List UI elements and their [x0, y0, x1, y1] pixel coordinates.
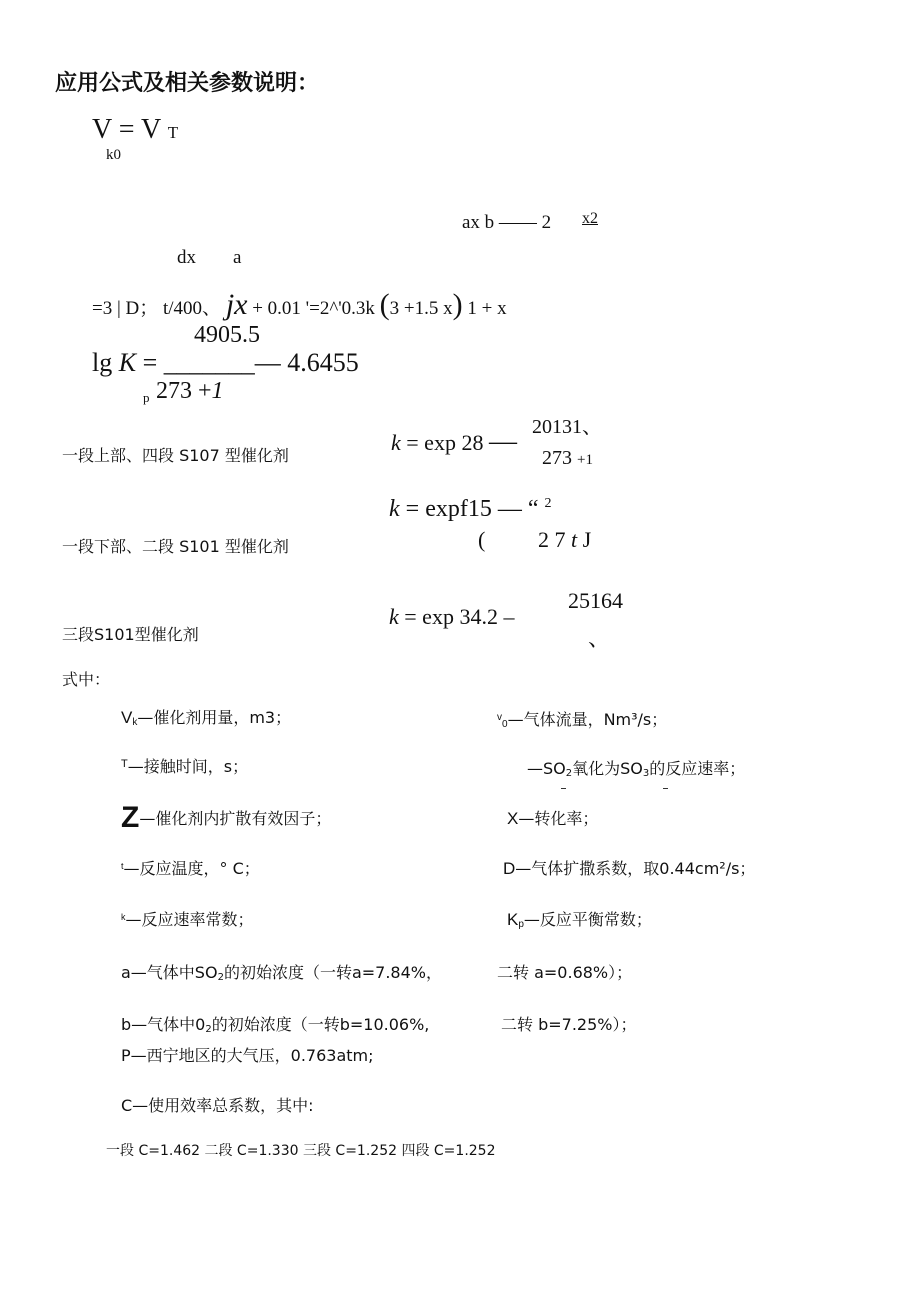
catalyst-1-label: 一段上部、四段 S107 型催化剂 [62, 446, 289, 465]
catalyst-3-formula [389, 604, 514, 630]
eq2-dx: dx [177, 247, 196, 268]
cat2-den: 2 7 [538, 527, 566, 552]
def-t-text: —反应温度，° C； [123, 859, 260, 878]
cat2-k: k [389, 496, 400, 522]
eq3-jx: jx [225, 288, 248, 321]
def-kp-sub: p [518, 919, 524, 930]
equation-rate-expansion [92, 288, 507, 322]
cat2-expr: = expf15 — “ [405, 496, 539, 522]
def-vk-text: —催化剂用量，m3； [137, 708, 292, 727]
def-p: P—西宁地区的大气压，0.763atm; [121, 1046, 374, 1065]
def-k [121, 907, 254, 930]
rate-mark-2 [663, 788, 668, 789]
eq1-tau: T [167, 123, 179, 142]
eq3-tail: 1 + x [467, 298, 507, 319]
cat2-close: J [582, 527, 592, 552]
def-v0-text: —气体流量，Nm³/s； [507, 710, 668, 729]
catalyst-2-label: 一段下部、二段 S101 型催化剂 [62, 537, 289, 556]
def-kp-symbol: K [507, 910, 519, 929]
equation-volume [92, 114, 178, 146]
equation-equilibrium [92, 348, 359, 378]
cat2-sup2: 2 [544, 496, 552, 511]
rate-mark-1 [561, 788, 566, 789]
def-x-symbol: X [507, 809, 519, 828]
eq1-subscript: k0 [106, 147, 121, 163]
eq1-equals: = [118, 114, 135, 145]
cat1-numerator: 20131、 [532, 416, 602, 438]
catalyst-3-label: 三段S101型催化剂 [62, 625, 199, 644]
def-rate-c: 的反应速率； [649, 759, 746, 778]
def-kp-text: —反应平衡常数； [523, 910, 652, 929]
def-b-sub: 2 [205, 1024, 212, 1035]
catalyst-1-formula [391, 426, 517, 458]
cat3-numerator: 25164 [568, 588, 623, 613]
cat1-expr: = exp 28 [406, 430, 484, 455]
def-tau-symbol: T [121, 758, 128, 770]
equation-rate-top: ax b —— 2 [462, 212, 552, 233]
eq4-lg: lg [92, 348, 113, 377]
def-x-text: —转化率； [518, 809, 599, 828]
cat3-comma: 、 [588, 626, 611, 651]
def-b-text-2: 的初始浓度（一转b=10.06%, [211, 1015, 430, 1034]
eq4-denominator [156, 378, 224, 405]
def-a-text-1: a—气体中SO [121, 963, 218, 982]
def-kp [507, 907, 652, 930]
eq4-minus: — 4.6455 [254, 348, 359, 377]
def-x [507, 806, 598, 829]
eq4-denominator-text: 273 + [156, 378, 212, 404]
def-a-text-2: 的初始浓度（一转a=7.84%， [223, 963, 442, 982]
eq4-p: p [143, 390, 150, 405]
def-z [121, 801, 331, 835]
def-v0 [497, 707, 667, 730]
def-z-symbol: Z [121, 801, 140, 834]
cat2-denominator [538, 527, 591, 553]
def-rate-a-sub: 2 [565, 768, 573, 779]
def-k-text: —反应速率常数； [125, 910, 254, 929]
eq4-one: 1 [211, 378, 224, 404]
def-rate-b: 氧化为SO [572, 759, 643, 778]
def-rate [527, 756, 745, 779]
catalyst-2-formula [389, 496, 552, 523]
eq4-line: _______ [163, 348, 255, 377]
eq2-a: a [233, 247, 242, 268]
cat3-k: k [389, 604, 399, 629]
def-vk [121, 705, 291, 728]
eq3-paren-open: ( [379, 288, 390, 321]
eq4-eq: = [142, 348, 158, 377]
def-k-symbol: k [121, 912, 126, 922]
eq3-paren-close: ) [452, 288, 463, 321]
def-a-sub: 2 [217, 972, 224, 983]
def-b [121, 1012, 429, 1035]
cat1-minus: — [488, 426, 517, 457]
eq4-k: K [118, 348, 137, 377]
eq4-numerator: 4905.5 [194, 322, 260, 348]
def-tau [121, 754, 248, 777]
eq3-prefix: =3 | D； t/400、 [92, 298, 222, 319]
page-title: 应用公式及相关参数说明： [55, 71, 320, 96]
def-a-second: 二转 a=0.68%）； [497, 963, 633, 982]
def-v0-symbol: v [497, 712, 502, 723]
def-tau-text: —接触时间，s； [127, 757, 249, 776]
def-rate-b-sub: 3 [642, 768, 650, 779]
def-b-second: 二转 b=7.25%）； [501, 1015, 637, 1034]
eq3-rest: + 0.01 '=2^'0.3k [252, 298, 375, 319]
cat1-den: 273 [542, 447, 572, 469]
def-a [121, 960, 442, 983]
def-d [503, 856, 755, 879]
def-b-text-1: b—气体中0 [121, 1015, 206, 1034]
def-v0-sub: 0 [502, 719, 508, 730]
def-t-symbol: t [121, 861, 124, 871]
cat2-t: t [571, 527, 578, 552]
cat2-paren: ( [478, 527, 486, 552]
def-z-text: —催化剂内扩散有效因子； [139, 809, 332, 828]
eq3-inner: 3 +1.5 x [389, 298, 453, 319]
cat1-denominator [542, 447, 593, 470]
def-vk-sub: k [132, 717, 138, 728]
legend-title: 式中： [62, 670, 111, 689]
eq2-x2: x2 [582, 210, 598, 227]
def-rate-a: —SO [527, 759, 566, 778]
cat1-den-plus: +1 [577, 452, 593, 468]
cat3-expr: = exp 34.2 – [404, 604, 515, 629]
coefficients-line: 一段 C=1.462 二段 C=1.330 三段 C=1.252 四段 C=1.252 [106, 1143, 496, 1159]
eq1-lhs: V [92, 114, 112, 145]
def-t [121, 856, 260, 879]
def-d-text: —气体扩撒系数，取0.44cm²/s； [515, 859, 756, 878]
eq1-rhs: V [141, 114, 161, 145]
cat1-k: k [391, 430, 401, 455]
def-d-symbol: D [503, 859, 516, 878]
def-vk-symbol: V [121, 708, 133, 727]
def-c: C—使用效率总系数，其中: [121, 1096, 314, 1115]
